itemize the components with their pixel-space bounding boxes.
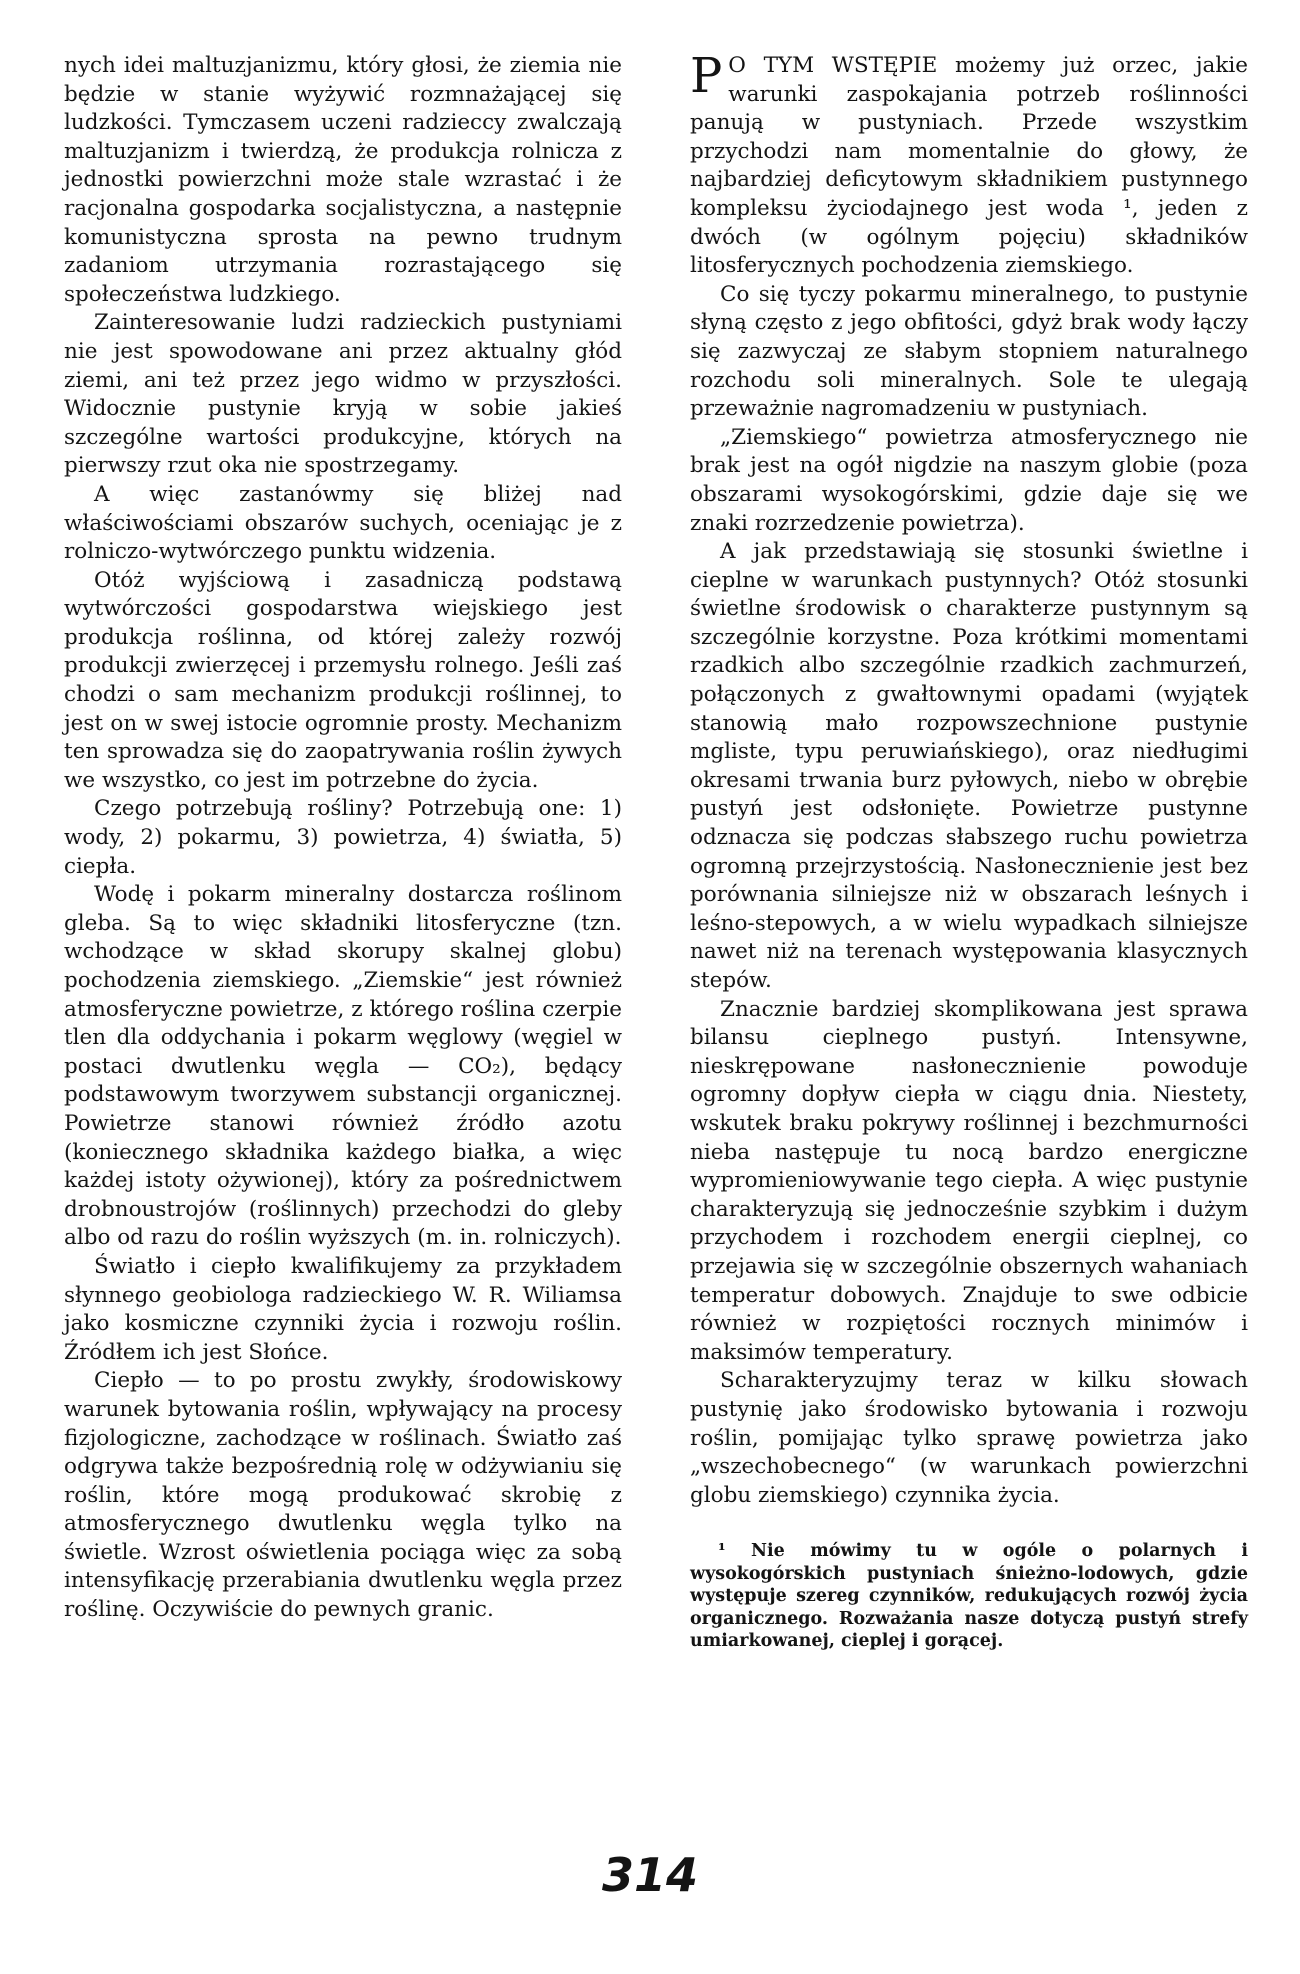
paragraph: Zainteresowanie ludzi radzieckich pustyniami nie jest spowodowane ani przez aktualny głód ziemi, ani też przez jego widmo w przyszłości. Widocznie pustynie kryją w sobie jakieś szczególne wartości produkcyjne, których na pierwszy rzut oka nie spostrzegamy. <box>64 310 622 479</box>
paragraph: Wodę i pokarm mineralny dostarcza roślinom gleba. Są to więc składniki litosferyczne (tzn. wchodzące w skład skorupy skalnej globu) pochodzenia ziemskiego. „Ziemskie“ jest również atmosferyczne powietrze, z którego roślina czerpie tlen dla oddychania i pokarm węglowy (węgiel w postaci dwutlenku węgla — CO₂), będący podstawowym tworzywem substancji organicznej. Powietrze stanowi również źródło azotu (koniecznego składnika każdego białka, a więc każdej istoty ożywionej), który za pośrednictwem drobnoustrojów (roślinnych) przechodzi do gleby albo od razu do roślin wyższych (m. in. rolniczych). <box>64 882 622 1251</box>
paragraph: Scharakteryzujmy teraz w kilku słowach pustynię jako środowisko bytowania i rozwoju roślin, pomijając tylko sprawę powietrza jako „wszechobecnego“ (w warunkach powierzchni globu ziemskiego) czynnika życia. <box>690 1368 1248 1508</box>
paragraph: Ciepło — to po prostu zwykły, środowiskowy warunek bytowania roślin, wpływający na procesy fizjologiczne, zachodzące w roślinach. Światło zaś odgrywa także bezpośrednią rolę w odżywianiu się roślin, które mogą produkować skrobię z atmosferycznego dwutlenku węgla tylko na świetle. Wzrost oświetlenia pociąga więc za sobą intensyfikację przerabiania dwutlenku węgla przez roślinę. Oczywiście do pewnych granic. <box>64 1368 622 1623</box>
left-column <box>64 52 622 1625</box>
paragraph: Otóż wyjściową i zasadniczą podstawą wytwórczości gospodarstwa wiejskiego jest produkcja roślinna, od której zależy rozwój produkcji zwierzęcej i przemysłu rolnego. Jeśli zaś chodzi o sam mechanizm produkcji roślinnej, to jest on w swej istocie ogromnie prosty. Mechanizm ten sprowadza się do zaopatrywania roślin żywych we wszystko, co jest im potrzebne do życia. <box>64 567 622 793</box>
opening-paragraph <box>690 48 1249 281</box>
drop-cap: P <box>690 48 723 104</box>
opening-text: możemy już orzec, jakie warunki zaspokajania potrzeb roślinności panują w pustyniach. Przede wszystkim przychodzi nam momentalnie do głowy, że najbardziej deficytowym składnikiem pustynnego kompleksu życiodajnego jest woda ¹, jeden z dwóch (w ogólnym pojęciu) składników litosferycznych pochodzenia ziemskiego. <box>690 53 1249 279</box>
paragraph: „Ziemskiego“ powietrza atmosferycznego nie brak jest na ogół nigdzie na naszym globie (poza obszarami wysokogórskimi, gdzie daje się we znaki rozrzedzenie powietrza). <box>690 424 1248 536</box>
paragraph: Czego potrzebują rośliny? Potrzebują one: 1) wody, 2) pokarmu, 3) powietrza, 4) światła, 5) ciepła. <box>64 796 622 879</box>
footnotes <box>690 1540 1248 1653</box>
paragraph: Światło i ciepło kwalifikujemy za przykładem słynnego geobiologa radzieckiego W. R. Wiliamsa jako kosmiczne czynniki życia i rozwoju roślin. Źródłem ich jest Słońce. <box>64 1253 622 1365</box>
paragraph: A więc zastanówmy się bliżej nad właściwościami obszarów suchych, oceniając je z rolniczo-wytwórczego punktu widzenia. <box>64 481 622 565</box>
paragraph: Co się tyczy pokarmu mineralnego, to pustynie słyną często z jego obfitości, gdyż brak wody łączy się zazwyczaj ze słabym stopniem naturalnego rozchodu soli mineralnych. Sole te ulegają przeważnie nagromadzeniu w pustyniach. <box>690 281 1248 422</box>
intro-caps: O TYM WSTĘPIE <box>728 53 938 78</box>
paragraph: Znacznie bardziej skomplikowana jest sprawa bilansu cieplnego pustyń. Intensywne, nieskrępowane nasłonecznienie powoduje ogromny dopływ ciepła w ciągu dnia. Niestety, wskutek braku pokrywy roślinnej i bezchmurności nieba następuje tu nocą bardzo energiczne wypromieniowywanie tego ciepła. A więc pustynie charakteryzują się jednocześnie szybkim i dużym przychodem i rozchodem energii cieplnej, co przejawia się w szczególnie obszernych wahaniach temperatur dobowych. Znajduje to swe odbicie również w rozpiętości rocznych minimów i maksimów temperatury. <box>690 996 1248 1365</box>
paragraph: nych idei maltuzjanizmu, który głosi, że ziemia nie będzie w stanie wyżywić rozmnażającej się ludzkości. Tymczasem uczeni radzieccy zwalczają maltuzjanizm i twierdzą, że produkcja rolnicza z jednostki powierzchni może stale wzrastać i że racjonalna gospodarka socjalistyczna, a następnie komunistyczna sprosta na pewno trudnym zadaniom utrzymania rozrastającego się społeczeństwa ludzkiego. <box>64 53 622 307</box>
footnote: ¹ Nie mówimy tu w ogóle o polarnych i wysokogórskich pustyniach śnieżno-lodowych, gdzie występuje szereg czynników, redukujących rozwój życia organicznego. Rozważania nasze dotyczą pustyń strefy umiarkowanej, cieplej i gorącej. <box>690 1541 1248 1652</box>
right-column <box>690 48 1249 1653</box>
page-number: 314 <box>601 1848 699 1902</box>
paragraph: A jak przedstawiają się stosunki świetlne i cieplne w warunkach pustynnych? Otóż stosunki świetlne środowisk o charakterze pustynnym są szczególnie korzystne. Poza krótkimi momentami rzadkich albo szczególnie rzadkich zachmurzeń, połączonych z gwałtownymi opadami (wyjątek stanowią mało rozpowszechnione pustynie mgliste, typu peruwiańskiego), oraz niedługimi okresami trwania burz pyłowych, niebo w obrębie pustyń jest odsłonięte. Powietrze pustynne odznacza się podczas słabszego ruchu powietrza ogromną przejrzystością. Nasłonecznienie jest bez porównania silniejsze niż w obszarach leśnych i leśno-stepowych, a w wielu wypadkach silniejsze nawet niż na terenach występowania klasycznych stepów. <box>690 539 1248 993</box>
